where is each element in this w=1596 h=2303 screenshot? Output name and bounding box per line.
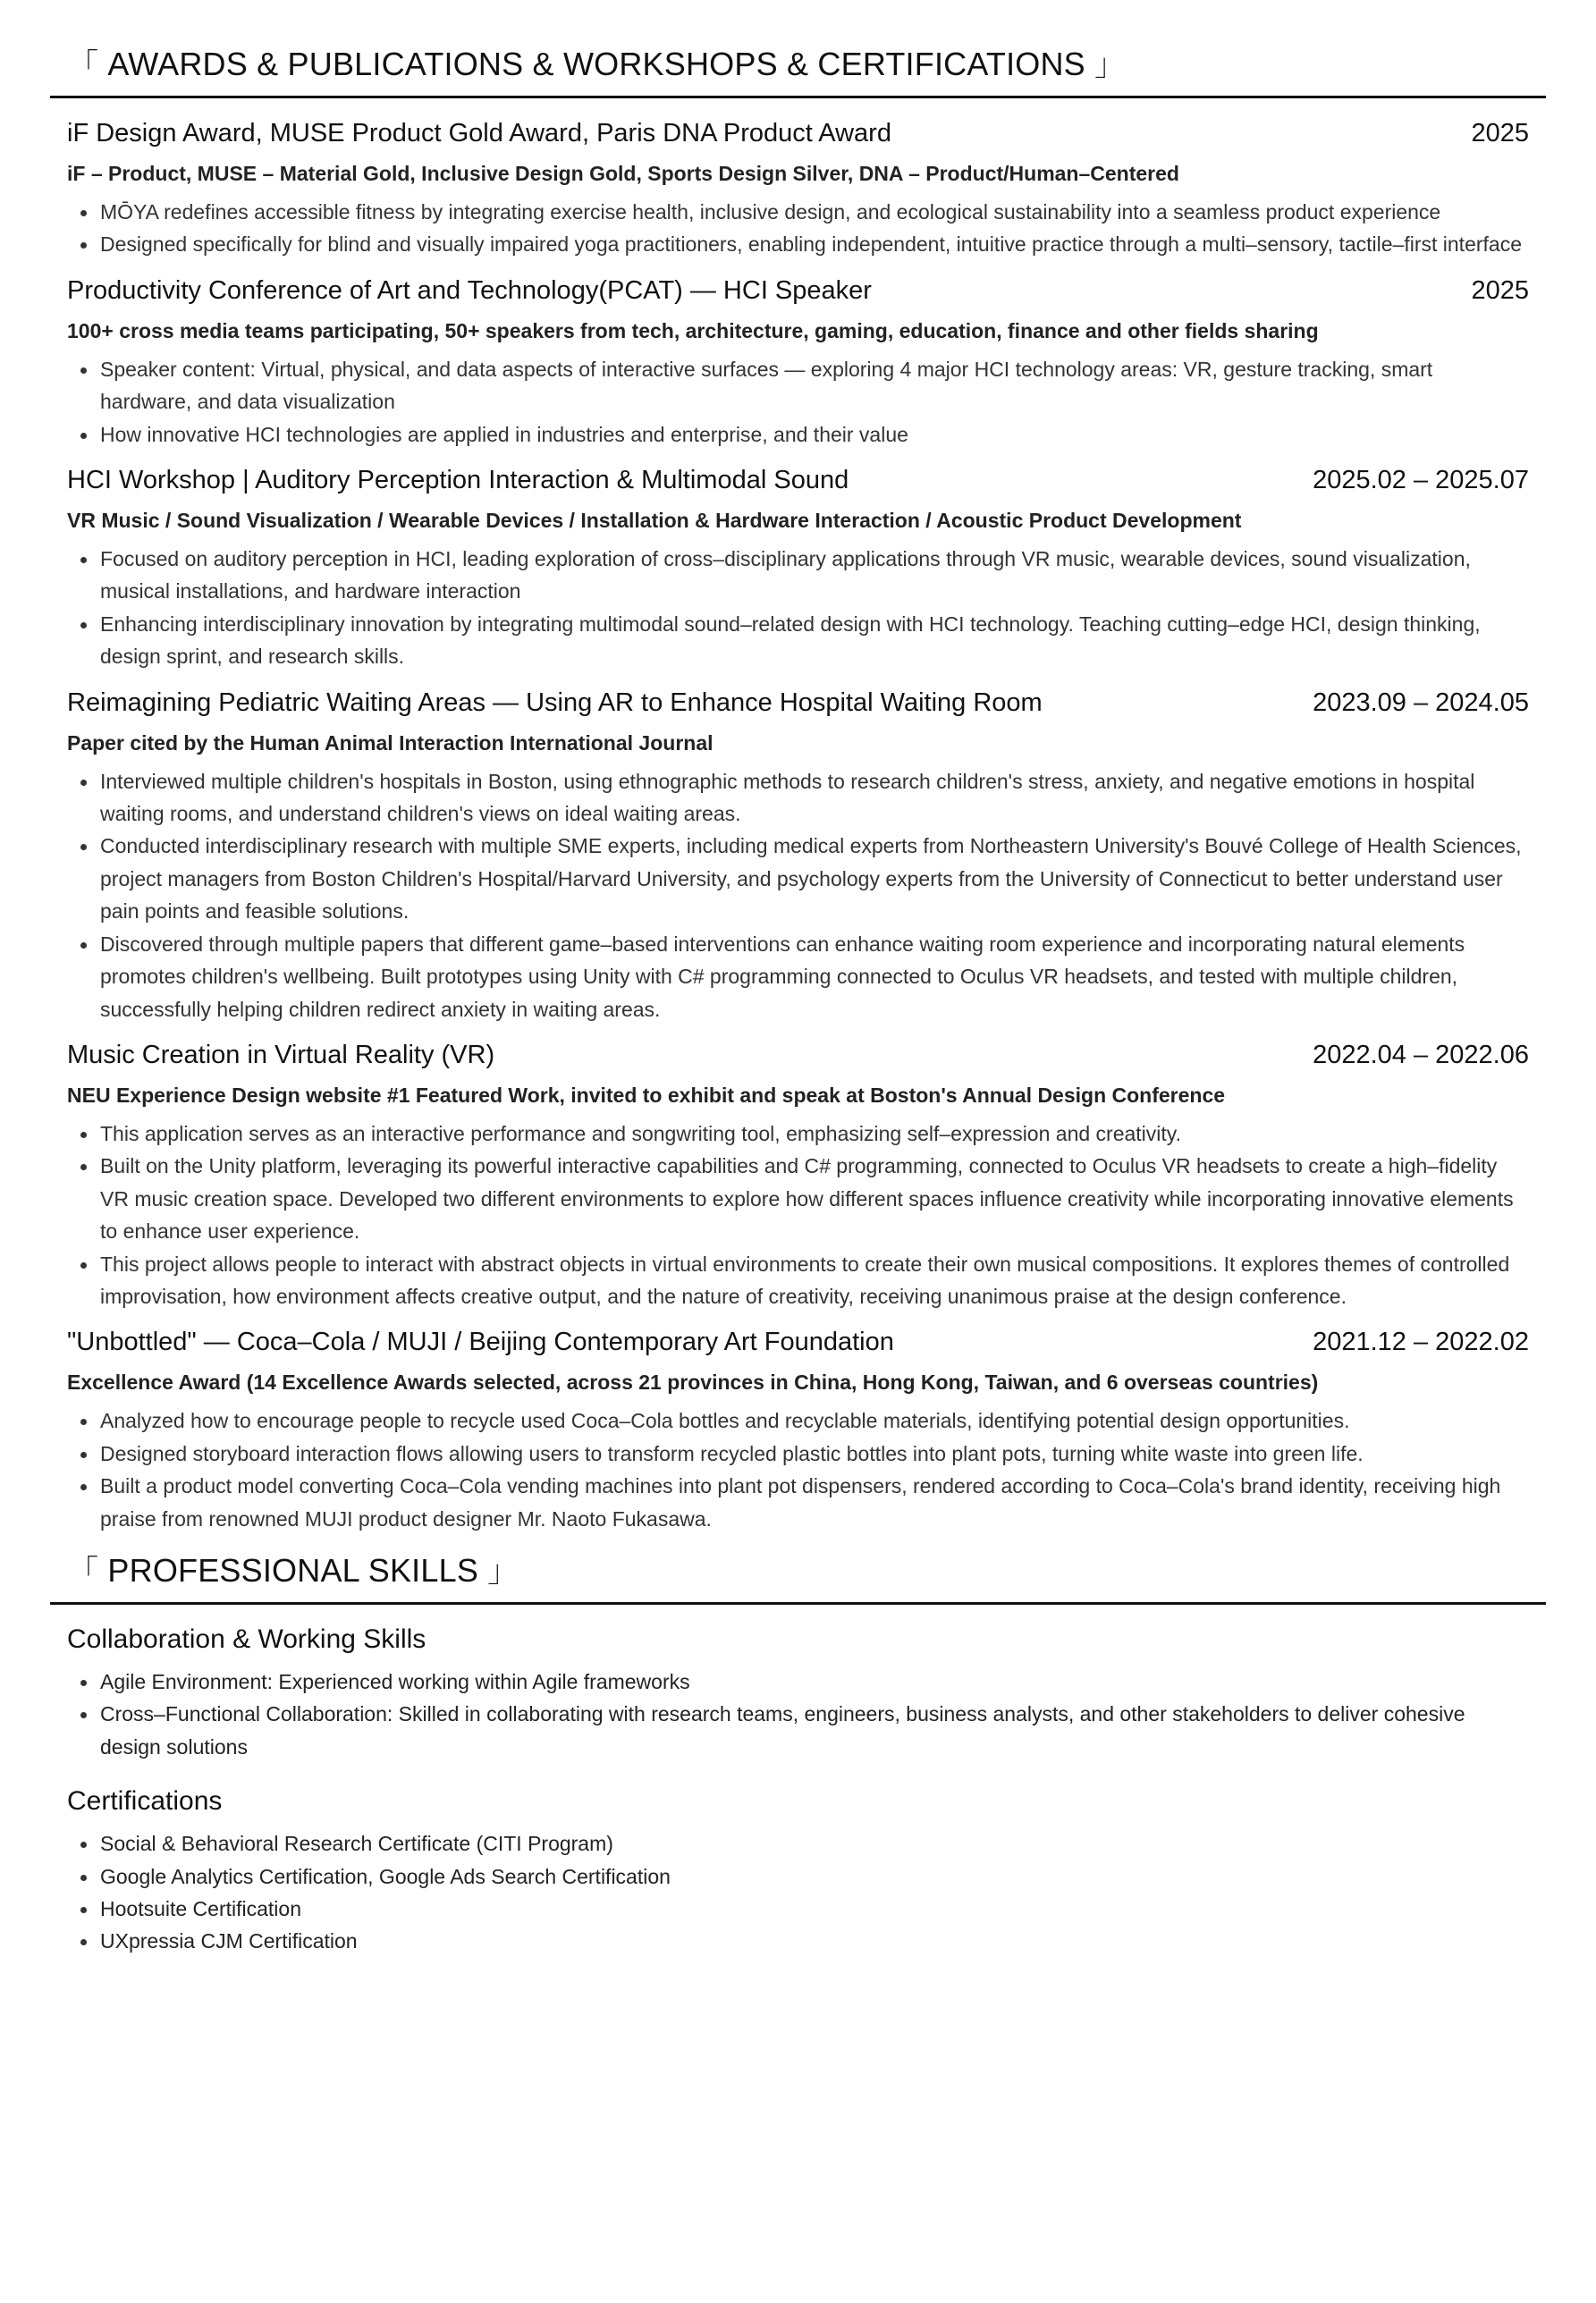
list-item: Designed storyboard interaction flows allowing users to transform recycled plastic bottles into plant pots, turning white waste into green life. (67, 1438, 1529, 1470)
entry-bullet-list (67, 765, 1529, 1025)
list-item: Built on the Unity platform, leveraging its powerful interactive capabilities and C# programming, connected to Oculus VR headsets to create a high–fidelity VR music creation space. Developed two different environments to explore how different spaces influence creativity while incorporating innovative elements to enhance user experience. (67, 1150, 1529, 1247)
heading-bracket-open: 「 (68, 48, 99, 82)
entry-subtitle: iF – Product, MUSE – Material Gold, Inclusive Design Gold, Sports Design Silver, DNA – Product/Human–Centered (67, 162, 1179, 185)
list-item: Social & Behavioral Research Certificate (CITI Program) (67, 1827, 1529, 1860)
skills-bullet-list (67, 1827, 1529, 1958)
entry-date: 2021.12 – 2022.02 (1313, 1328, 1529, 1357)
entry-date: 2025 (1471, 119, 1529, 148)
award-entry-hci-workshop (67, 463, 1529, 673)
list-item: Enhancing interdisciplinary innovation by integrating multimodal sound–related design with HCI technology. Teaching cutting–edge HCI, design thinking, design sprint, and research skills. (67, 608, 1529, 673)
entry-header (67, 1325, 1529, 1359)
entry-subtitle: 100+ cross media teams participating, 50+ speakers from tech, architecture, gaming, education, finance and other fields sharing (67, 318, 1319, 342)
entry-title: Music Creation in Virtual Reality (VR) (67, 1040, 495, 1069)
award-entry-vr-music (67, 1038, 1529, 1312)
award-entry-if-design (67, 116, 1529, 261)
skills-section-heading (50, 1551, 1546, 1605)
list-item: Agile Environment: Experienced working within Agile frameworks (67, 1666, 1529, 1698)
entry-subtitle: VR Music / Sound Visualization / Wearable Devices / Installation & Hardware Interaction / Acoustic Product Development (67, 509, 1242, 533)
list-item: Conducted interdisciplinary research with multiple SME experts, including medical experts from Northeastern University's Bouvé College of Health Sciences, project managers from Boston Children's Hospital/Harvard University, and psychology experts from the University of Connecticut to better understand user pain points and feasible solutions. (67, 830, 1529, 927)
entry-header (67, 116, 1529, 150)
entry-title: HCI Workshop | Auditory Perception Interaction & Multimodal Sound (67, 466, 849, 495)
entry-date: 2022.04 – 2022.06 (1313, 1040, 1529, 1069)
skills-group-title: Certifications (67, 1786, 223, 1817)
list-item: UXpressia CJM Certification (67, 1925, 1529, 1957)
list-item: Speaker content: Virtual, physical, and data aspects of interactive surfaces — exploring 4 major HCI technology areas: VR, gesture tracking, smart hardware, and data visualization (67, 353, 1529, 418)
skills-group-title: Collaboration & Working Skills (67, 1624, 426, 1654)
heading-bracket-close: 」 (487, 1554, 519, 1589)
entry-header (67, 274, 1529, 308)
entry-subtitle: NEU Experience Design website #1 Featured Work, invited to exhibit and speak at Boston's Annual Design Conference (67, 1083, 1226, 1107)
award-entry-pediatric-waiting (67, 686, 1529, 1025)
list-item: Hootsuite Certification (67, 1893, 1529, 1925)
list-item: This application serves as an interactive performance and songwriting tool, emphasizing self–expression and creativity. (67, 1118, 1529, 1150)
award-entry-pcat (67, 274, 1529, 451)
list-item: Designed specifically for blind and visually impaired yoga practitioners, enabling independent, intuitive practice through a multi–sensory, tactile–first interface (67, 228, 1529, 260)
list-item: MŌYA redefines accessible fitness by integrating exercise health, inclusive design, and ecological sustainability into a seamless product experience (67, 196, 1529, 228)
entry-date: 2025.02 – 2025.07 (1313, 466, 1529, 495)
resume-page (0, 45, 1596, 2303)
list-item: Cross–Functional Collaboration: Skilled in collaborating with research teams, engineers, business analysts, and other stakeholders to deliver cohesive design solutions (67, 1698, 1529, 1763)
entry-bullet-list (67, 1405, 1529, 1535)
heading-bracket-close: 」 (1094, 48, 1126, 82)
list-item: Interviewed multiple children's hospitals in Boston, using ethnographic methods to research children's stress, anxiety, and negative emotions in hospital waiting rooms, and understand children's views on ideal waiting areas. (67, 765, 1529, 831)
entry-date: 2023.09 – 2024.05 (1313, 688, 1529, 717)
skills-group-header (67, 1784, 1529, 1818)
skills-content (0, 1623, 1596, 1958)
entry-bullet-list (67, 196, 1529, 261)
list-item: Analyzed how to encourage people to recycle used Coca–Cola bottles and recyclable materials, identifying potential design opportunities. (67, 1405, 1529, 1437)
list-item: Discovered through multiple papers that different game–based interventions can enhance waiting room experience and incorporating natural elements promotes children's wellbeing. Built prototypes using Unity with C# programming connected to Oculus VR headsets, and tested with multiple children, successfully helping children redirect anxiety in waiting areas. (67, 928, 1529, 1025)
entry-subtitle: Paper cited by the Human Animal Interaction International Journal (67, 730, 714, 755)
awards-section-title: AWARDS & PUBLICATIONS & WORKSHOPS & CERTIFICATIONS (107, 46, 1085, 82)
skills-group-certifications (67, 1784, 1529, 1958)
heading-bracket-open: 「 (68, 1554, 99, 1589)
entry-title: iF Design Award, MUSE Product Gold Award, Paris DNA Product Award (67, 119, 891, 148)
entry-header (67, 686, 1529, 720)
skills-bullet-list (67, 1666, 1529, 1763)
entry-header (67, 1038, 1529, 1072)
entry-bullet-list (67, 353, 1529, 451)
entry-title: "Unbottled" — Coca–Cola / MUJI / Beijing Contemporary Art Foundation (67, 1328, 894, 1357)
list-item: Google Analytics Certification, Google Ads Search Certification (67, 1860, 1529, 1893)
entry-date: 2025 (1471, 275, 1529, 305)
entry-subtitle: Excellence Award (14 Excellence Awards selected, across 21 provinces in China, Hong Kong, Taiwan, and 6 overseas countries) (67, 1371, 1319, 1395)
skills-group-collaboration (67, 1623, 1529, 1763)
skills-group-header (67, 1623, 1529, 1657)
skills-section-title: PROFESSIONAL SKILLS (107, 1551, 479, 1589)
award-entry-unbottled (67, 1325, 1529, 1535)
entry-bullet-list (67, 1118, 1529, 1312)
entry-bullet-list (67, 543, 1529, 673)
list-item: This project allows people to interact with abstract objects in virtual environments to create their own musical compositions. It explores themes of controlled improvisation, how environment affects creative output, and the nature of creativity, receiving unanimous praise at the design conference. (67, 1248, 1529, 1313)
list-item: Built a product model converting Coca–Cola vending machines into plant pot dispensers, rendered according to Coca–Cola's brand identity, receiving high praise from renowned MUJI product designer Mr. Naoto Fukasawa. (67, 1470, 1529, 1535)
entry-title: Reimagining Pediatric Waiting Areas — Using AR to Enhance Hospital Waiting Room (67, 688, 1043, 717)
list-item: How innovative HCI technologies are applied in industries and enterprise, and their value (67, 418, 1529, 451)
list-item: Focused on auditory perception in HCI, leading exploration of cross–disciplinary applications through VR music, wearable devices, sound visualization, musical installations, and hardware interaction (67, 543, 1529, 608)
entry-title: Productivity Conference of Art and Technology(PCAT) — HCI Speaker (67, 275, 872, 305)
awards-section-heading (50, 45, 1546, 98)
entry-header (67, 463, 1529, 497)
